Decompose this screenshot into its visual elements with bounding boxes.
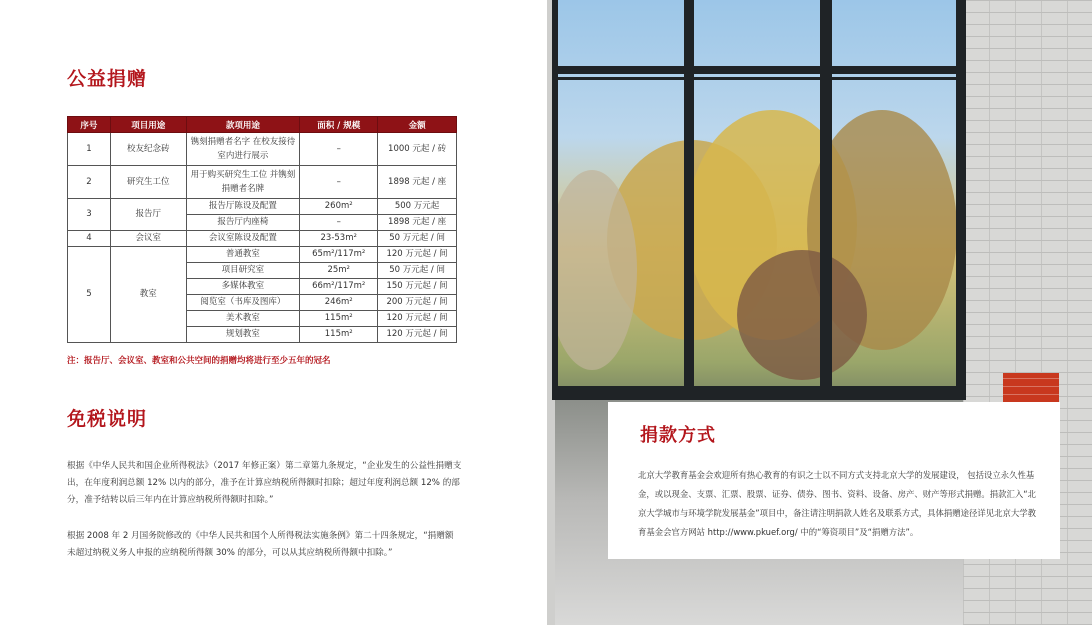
tax-paragraph-2: 根据 2008 年 2 月国务院修改的《中华人民共和国个人所得税法实施条例》第二十四条规定，“捐赠额未超过纳税义务人申报的应纳税所得额 30% 的部分，可以从其应纳税所得额中扣除。” xyxy=(67,531,454,558)
section-title-donation: 公益捐赠 xyxy=(67,68,148,90)
cell-purpose: 教室 xyxy=(110,247,186,343)
cell-area: 115m² xyxy=(300,327,378,343)
cell-area: 65m²/117m² xyxy=(300,247,378,263)
cell-area: – xyxy=(300,166,378,199)
cell-use: 美术教室 xyxy=(186,311,300,327)
section-title-tax: 免税说明 xyxy=(67,408,148,430)
cell-use: 报告厅内座椅 xyxy=(186,215,300,231)
window-frame xyxy=(552,77,964,80)
donation-method-card xyxy=(608,402,1060,559)
donation-table xyxy=(67,116,457,343)
header-area: 面积 / 规模 xyxy=(300,117,378,133)
cell-amount: 200 万元起 / 间 xyxy=(378,295,457,311)
cell-area: – xyxy=(300,133,378,166)
window-frame xyxy=(552,0,558,400)
cell-amount: 120 万元起 / 间 xyxy=(378,311,457,327)
window-frame xyxy=(820,0,832,400)
cell-area: 246m² xyxy=(300,295,378,311)
cell-no: 4 xyxy=(68,231,111,247)
cell-amount: 1898 元起 / 座 xyxy=(378,166,457,199)
cell-use: 多媒体教室 xyxy=(186,279,300,295)
cell-no: 2 xyxy=(68,166,111,199)
window-frame xyxy=(684,0,694,400)
card-body: 北京大学教育基金会欢迎所有热心教育的有识之士以不同方式支持北京大学的发展建设， 包括设立永久性基金，或以现金、支票、汇票、股票、证券、债券、图书、资料、设备、房产、财产等形式捐赠。捐款汇入“北京大学城市与环境学院发展基金”项目中，备注请注明捐款人姓名及联系方式，具体捐赠途径详见北京大学教育基金会官方网站 http://www.pkuef.org/ 中的“筹资项目”及“捐赠方法”。 xyxy=(638,470,1036,537)
cell-amount: 120 万元起 / 间 xyxy=(378,247,457,263)
cell-use: 规划教室 xyxy=(186,327,300,343)
cell-purpose: 报告厅 xyxy=(110,199,186,231)
table-row xyxy=(68,133,457,166)
header-use: 款项用途 xyxy=(186,117,300,133)
cell-use: 阅览室（书库及图库） xyxy=(186,295,300,311)
table-row xyxy=(68,166,457,199)
cell-purpose: 研究生工位 xyxy=(110,166,186,199)
cell-amount: 50 万元起 / 间 xyxy=(378,231,457,247)
window-frame xyxy=(552,386,964,400)
cell-purpose: 校友纪念砖 xyxy=(110,133,186,166)
cell-use: 会议室陈设及配置 xyxy=(186,231,300,247)
table-row xyxy=(68,247,457,263)
cell-area: – xyxy=(300,215,378,231)
card-title: 捐款方式 xyxy=(640,425,716,446)
cell-no: 3 xyxy=(68,199,111,231)
red-accent-block xyxy=(1003,373,1059,403)
cell-use: 用于购买研究生工位 并镌刻捐赠者名牌 xyxy=(186,166,300,199)
tree-shape xyxy=(737,250,867,380)
table-row xyxy=(68,231,457,247)
table-row xyxy=(68,199,457,215)
cell-amount: 500 万元起 xyxy=(378,199,457,215)
table-header-row xyxy=(68,117,457,133)
cell-no: 5 xyxy=(68,247,111,343)
cell-amount: 120 万元起 / 间 xyxy=(378,327,457,343)
cell-area: 260m² xyxy=(300,199,378,215)
window-frame xyxy=(552,66,964,74)
tax-paragraph-1: 根据《中华人民共和国企业所得税法》（2017 年修正案）第二章第九条规定，“企业发生的公益性捐赠支出，在年度利润总额 12% 以内的部分，准予在计算应纳税所得额时扣除；超过年度利润总额 12% 的部分，准予结转以后三年内在计算应纳税所得额时扣除。” xyxy=(67,461,462,505)
cell-area: 23-53m² xyxy=(300,231,378,247)
cell-amount: 150 万元起 / 间 xyxy=(378,279,457,295)
cell-area: 66m²/117m² xyxy=(300,279,378,295)
header-purpose: 项目用途 xyxy=(110,117,186,133)
cell-purpose: 会议室 xyxy=(110,231,186,247)
table-note: 注：报告厅、会议室、教室和公共空间的捐赠均将进行至少五年的冠名 xyxy=(67,356,331,366)
cell-no: 1 xyxy=(68,133,111,166)
cell-area: 25m² xyxy=(300,263,378,279)
cell-amount: 50 万元起 / 间 xyxy=(378,263,457,279)
cell-use: 项目研究室 xyxy=(186,263,300,279)
header-amount: 金额 xyxy=(378,117,457,133)
tree-shape xyxy=(547,170,637,370)
cell-amount: 1898 元起 / 座 xyxy=(378,215,457,231)
cell-use: 报告厅陈设及配置 xyxy=(186,199,300,215)
cell-amount: 1000 元起 / 砖 xyxy=(378,133,457,166)
window-frame xyxy=(956,0,966,400)
cell-use: 普通教室 xyxy=(186,247,300,263)
cell-use: 镌刻捐赠者名字 在校友接待室内进行展示 xyxy=(186,133,300,166)
cell-area: 115m² xyxy=(300,311,378,327)
header-no: 序号 xyxy=(68,117,111,133)
